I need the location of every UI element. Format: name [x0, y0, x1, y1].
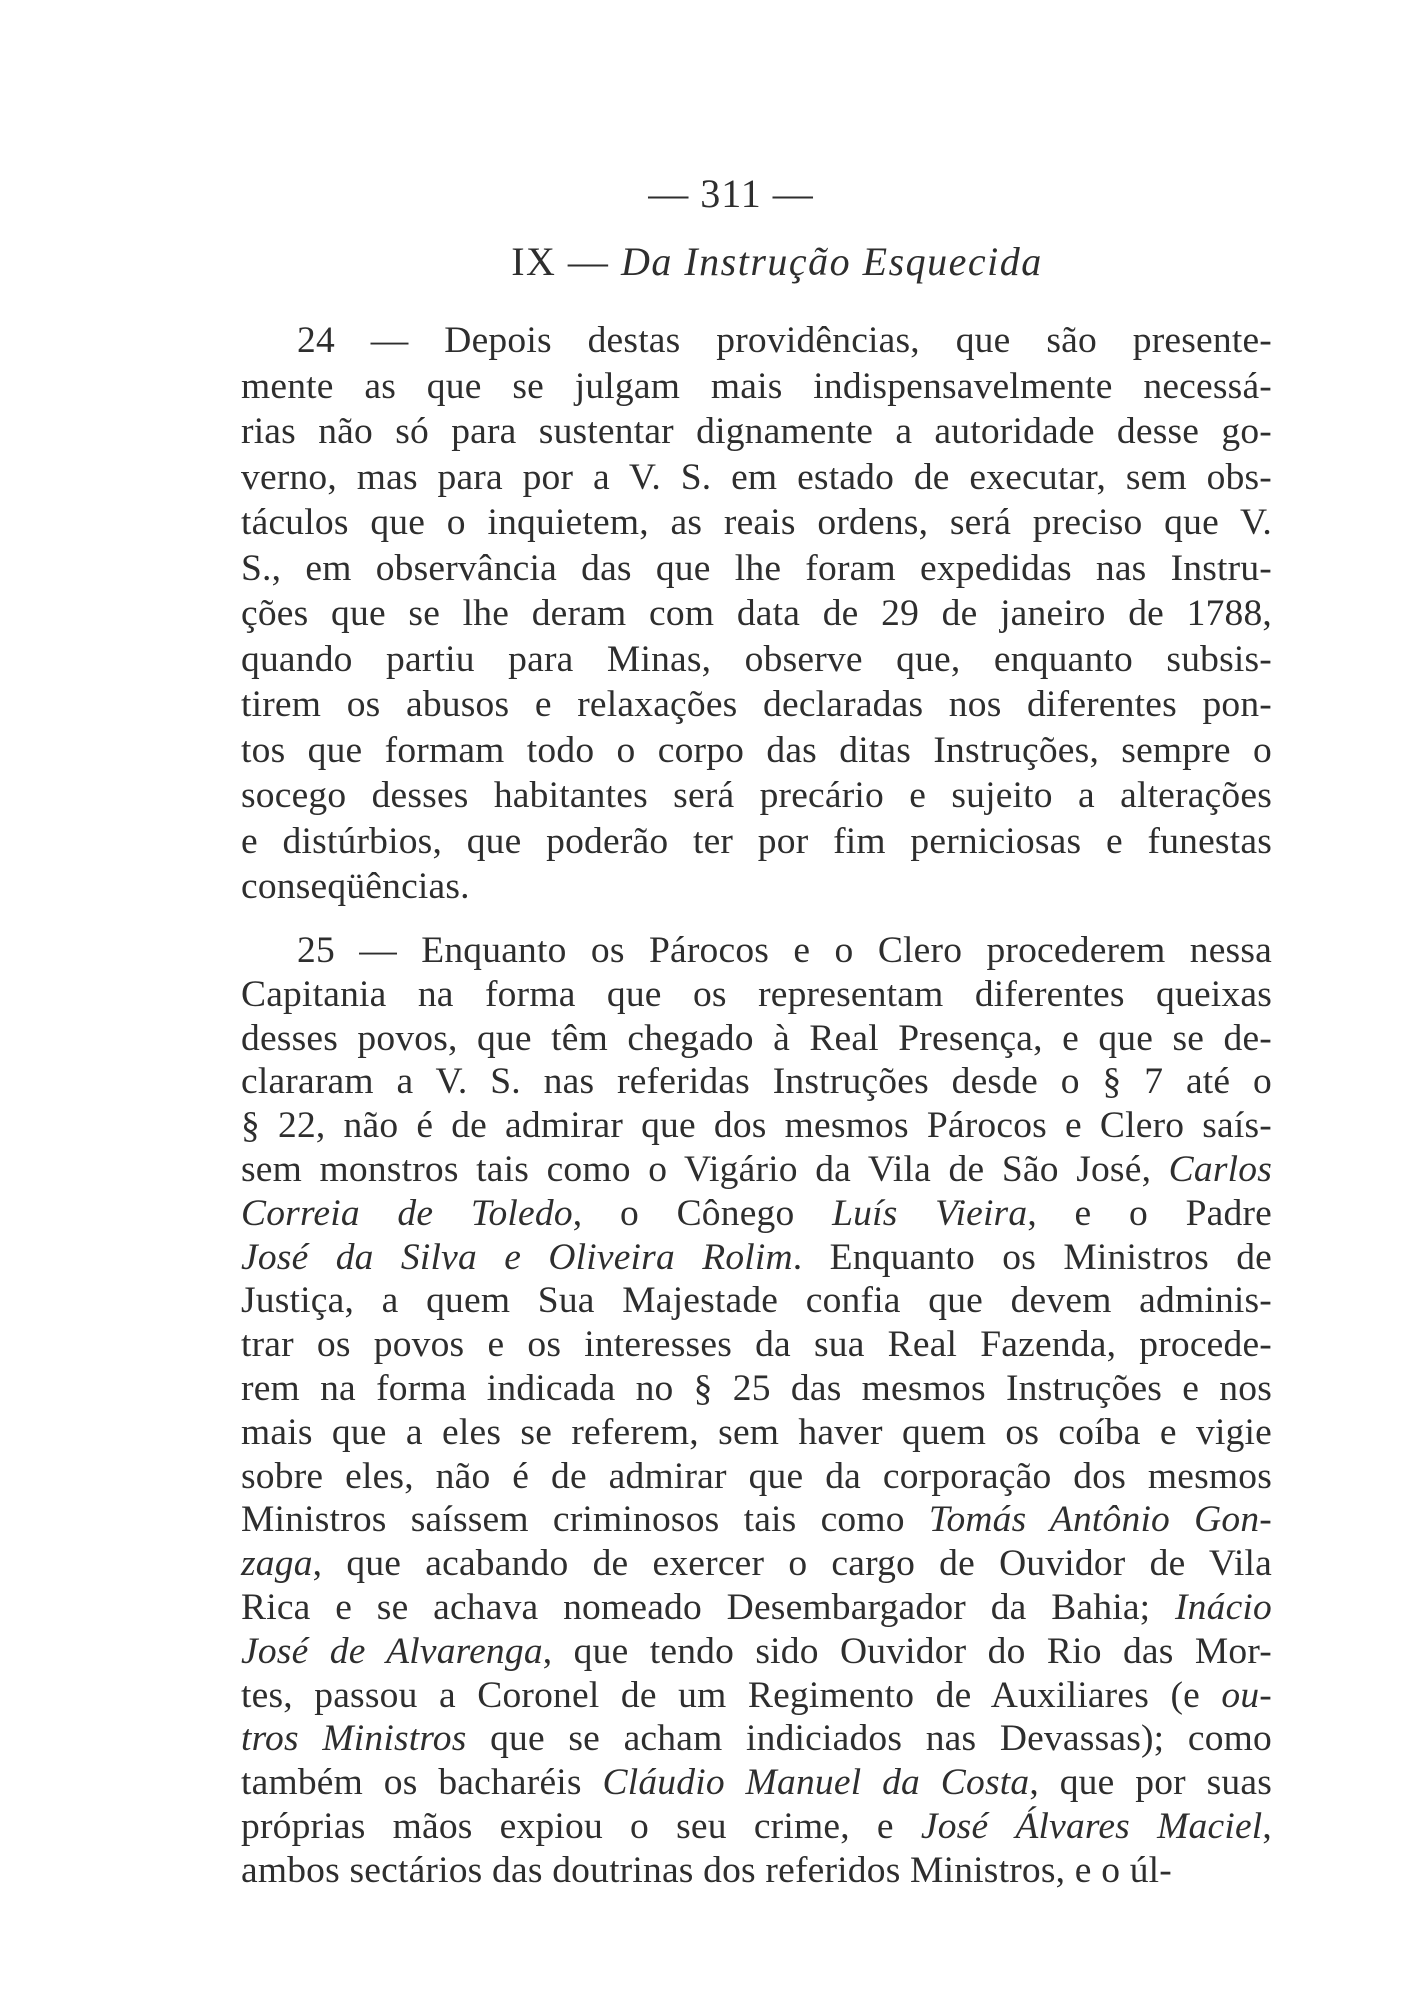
italic-name: tros Ministros	[241, 1718, 467, 1760]
text-segment: que se acham indiciados nas Devassas); como	[466, 1718, 1272, 1760]
text-segment: ções que se lhe deram com data de 29 de janeiro de 1788,	[241, 593, 1272, 634]
text-segment: trar os povos e os interesses da sua Real Fazenda, procede-	[241, 1324, 1272, 1366]
text-segment: , que acabando de exercer o cargo de Ouvidor de Vila	[312, 1543, 1272, 1585]
text-line	[241, 591, 1272, 637]
page-number: — 311 —	[648, 171, 814, 216]
text-segment: tos que formam todo o corpo das ditas Instruções, sempre o	[241, 729, 1272, 771]
text-line	[241, 1017, 1272, 1061]
text-line	[241, 1849, 1272, 1893]
section-numeral: IX —	[511, 239, 610, 284]
text-segment: mente as que se julgam mais indispensavelmente necessá-	[241, 365, 1272, 407]
italic-name: José de Alvarenga	[241, 1630, 543, 1672]
text-segment: S., em observância das que lhe foram expedidas nas Instru-	[241, 547, 1272, 589]
text-line	[241, 1279, 1272, 1323]
text-segment: rem na forma indicada no § 25 das mesmos Instruções e nos	[241, 1367, 1272, 1409]
italic-name: Correia de Toledo	[241, 1192, 573, 1234]
text-segment: sobre eles, não é de admirar que da corporação dos mesmos	[241, 1455, 1272, 1497]
text-line	[241, 773, 1272, 819]
text-segment: , que por suas	[1029, 1762, 1273, 1804]
section-title: Da Instrução Esquecida	[620, 239, 1043, 284]
text-line	[241, 1367, 1272, 1411]
text-segment: tirem os abusos e relaxações declaradas nos diferentes pon-	[241, 684, 1272, 725]
text-line	[241, 1674, 1272, 1718]
italic-name: José Álvares Maciel	[920, 1805, 1263, 1847]
text-line	[241, 1805, 1272, 1849]
text-line	[241, 819, 1272, 865]
text-line	[241, 1586, 1272, 1630]
text-segment: ambos sectários das doutrinas dos referidos Ministros, e o úl-	[241, 1849, 1172, 1891]
text-line	[241, 1411, 1272, 1455]
text-line	[241, 1542, 1272, 1586]
text-segment: verno, mas para por a V. S. em estado de executar, sem obs-	[241, 456, 1272, 498]
section-heading	[0, 238, 1404, 285]
text-segment: rias não só para sustentar dignamente a autoridade desse go-	[241, 411, 1272, 452]
text-line	[241, 973, 1272, 1017]
text-segment: socego desses habitantes será precário e sujeito a alterações	[241, 775, 1272, 816]
text-line	[241, 864, 1272, 910]
text-segment: clararam a V. S. nas referidas Instruções desde o § 7 até o	[241, 1061, 1272, 1103]
text-line	[241, 728, 1272, 774]
text-line	[241, 409, 1272, 455]
text-segment: também os bacharéis	[241, 1762, 603, 1804]
paragraph-25	[241, 929, 1272, 1893]
text-line	[241, 1148, 1272, 1192]
italic-name: Carlos	[1168, 1148, 1272, 1190]
italic-name: Inácio	[1174, 1586, 1272, 1628]
text-segment: desses povos, que têm chegado à Real Presença, e que se de-	[241, 1017, 1272, 1059]
text-line	[241, 929, 1272, 973]
italic-name: José da Silva e Oliveira Rolim	[241, 1236, 793, 1278]
text-segment: 24 — Depois destas providências, que são presente-	[297, 320, 1272, 361]
text-segment: , o Cônego	[572, 1192, 833, 1234]
text-segment: tes, passou a Coronel de um Regimento de Auxiliares (e	[241, 1674, 1222, 1716]
text-segment: táculos que o inquietem, as reais ordens, será preciso que V.	[241, 502, 1272, 543]
italic-name: Luís Vieira	[832, 1192, 1028, 1234]
text-segment: Rica e se achava nomeado Desembargador da Bahia;	[241, 1586, 1175, 1628]
italic-name: ou-	[1221, 1674, 1272, 1716]
text-segment: Justiça, a quem Sua Majestade confia que devem adminis-	[241, 1280, 1272, 1322]
text-segment: mais que a eles se referem, sem haver quem os coíba e vigie	[241, 1411, 1272, 1453]
text-line	[241, 637, 1272, 683]
italic-name: zaga	[241, 1543, 313, 1585]
paragraph-24	[241, 318, 1272, 910]
text-line	[241, 1498, 1272, 1542]
text-segment: Ministros saíssem criminosos tais como	[241, 1499, 929, 1541]
italic-name: Tomás Antônio Gon-	[928, 1499, 1272, 1541]
italic-name: Cláudio Manuel da Costa	[602, 1762, 1030, 1804]
text-segment: 25 — Enquanto os Párocos e o Clero procederem nessa	[297, 930, 1272, 971]
text-line	[241, 1761, 1272, 1805]
text-segment: Capitania na forma que os representam diferentes queixas	[241, 973, 1272, 1015]
text-line	[241, 1630, 1272, 1674]
text-line	[241, 500, 1272, 546]
text-line	[241, 1192, 1272, 1236]
text-segment: quando partiu para Minas, observe que, enquanto subsis-	[241, 638, 1272, 680]
text-line	[241, 1717, 1272, 1761]
text-segment: conseqüências.	[241, 866, 470, 907]
text-line	[241, 455, 1272, 501]
text-line	[241, 318, 1272, 364]
text-segment: próprias mãos expiou o seu crime, e	[241, 1805, 921, 1847]
text-line	[241, 364, 1272, 410]
text-segment: . Enquanto os Ministros de	[792, 1236, 1272, 1278]
text-line	[241, 682, 1272, 728]
text-segment: e distúrbios, que poderão ter por fim perniciosas e funestas	[241, 820, 1272, 862]
text-segment: sem monstros tais como o Vigário da Vila de São José,	[241, 1148, 1169, 1190]
text-line	[241, 1104, 1272, 1148]
text-line	[241, 1060, 1272, 1104]
text-line	[241, 1323, 1272, 1367]
text-segment: , que tendo sido Ouvidor do Rio das Mor-	[542, 1630, 1272, 1672]
text-line	[241, 546, 1272, 592]
text-line	[241, 1455, 1272, 1499]
text-segment: § 22, não é de admirar que dos mesmos Párocos e Clero saís-	[241, 1105, 1272, 1147]
text-segment: , e o Padre	[1027, 1192, 1272, 1234]
text-line	[241, 1236, 1272, 1280]
text-segment: ,	[1262, 1805, 1272, 1847]
